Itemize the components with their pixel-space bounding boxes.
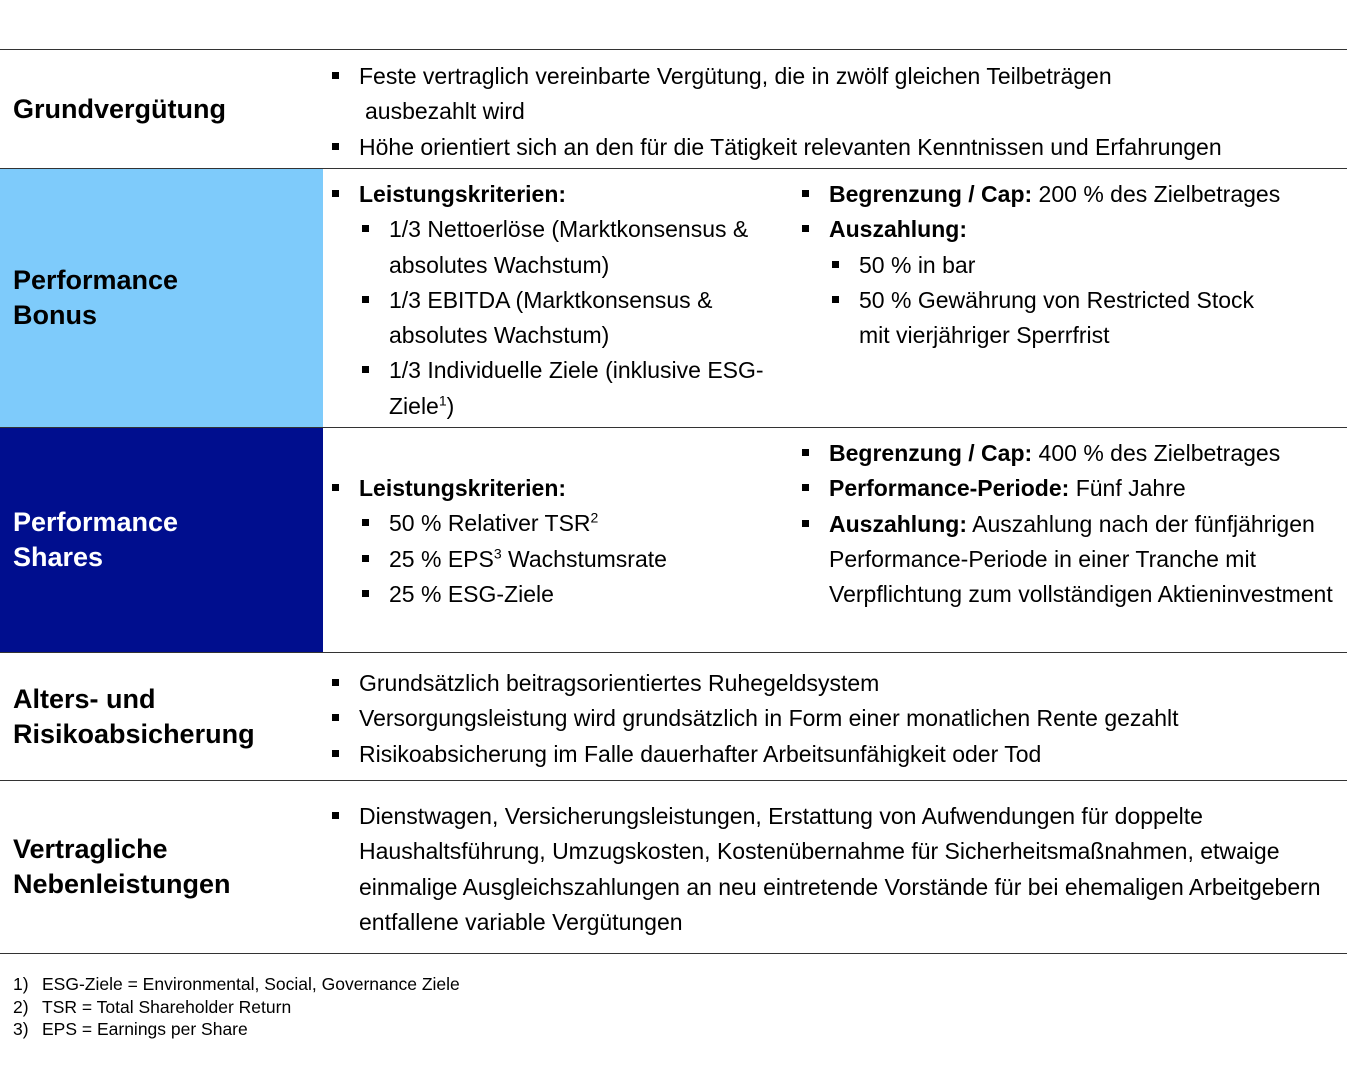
list-item: Leistungskriterien:	[323, 177, 793, 212]
label-text: Grundvergütung	[13, 93, 226, 124]
bonus-cap-list	[793, 177, 1333, 353]
row-performance-shares	[0, 428, 1347, 652]
list-item: Auszahlung: Auszahlung nach der fünfjährigen Performance-Periode in einer Tranche mit Verpflichtung zum vollständigen Aktieninvestment	[793, 507, 1339, 613]
label-line: Vertragliche	[13, 834, 168, 864]
row-content	[323, 781, 1347, 953]
list-item: Grundsätzlich beitragsorientiertes Ruhegeldsystem	[323, 666, 1343, 701]
list-item: 50 % Relativer TSR$^2$	[323, 506, 793, 541]
bonus-criteria-list	[323, 177, 793, 424]
label-line: Risikoabsicherung	[13, 718, 255, 749]
row-label-performance-bonus	[0, 169, 323, 427]
list-item: Risikoabsicherung im Falle dauerhafter Arbeitsunfähigkeit oder Tod	[323, 737, 1343, 772]
list-item: Dienstwagen, Versicherungsleistungen, Erstattung von Aufwendungen für doppelte Haushaltsführung, Umzugskosten, Kostenübernahme für Sicherheitsmaßnahmen, etwaige einmalige Ausgleichszahlungen an neu eintretende Vorstände für bei ehemaligen Arbeitgebern entfallene variable Vergütungen	[323, 799, 1345, 940]
row-content	[323, 428, 1347, 652]
list-item: Höhe orientiert sich an den für die Tätigkeit relevanten Kenntnissen und Erfahrungen	[323, 130, 1343, 165]
row-label-grundverguetung	[0, 50, 323, 168]
shares-cap-list	[793, 436, 1333, 612]
list-item: Feste vertraglich vereinbarte Vergütung, die in zwölf gleichen Teilbeträgen ausbezahlt wird	[323, 59, 1343, 130]
label-line: Alters- und	[13, 683, 156, 714]
row-alters-risikoabsicherung	[0, 653, 1347, 780]
row-label-nebenleistungen	[0, 781, 323, 953]
list-item: 1/3 Nettoerlöse (Marktkonsensus & absolutes Wachstum)	[323, 212, 793, 283]
bullet-list	[323, 59, 1343, 165]
label-line: Performance	[13, 507, 179, 537]
label-line: Nebenleistungen	[13, 869, 231, 899]
list-item: Leistungskriterien:	[323, 471, 793, 506]
list-item: 25 % ESG-Ziele	[323, 577, 793, 612]
row-content	[323, 50, 1347, 168]
shares-criteria-list	[323, 471, 793, 612]
footnote: 2) TSR = Total Shareholder Return	[13, 996, 292, 1017]
label-line: Shares	[13, 542, 104, 572]
list-item: Begrenzung / Cap: 400 % des Zielbetrages	[793, 436, 1333, 471]
label-line: Performance	[13, 265, 179, 295]
row-content	[323, 169, 1347, 427]
footnote: 3) EPS = Earnings per Share	[13, 1019, 248, 1039]
list-item: 1/3 Individuelle Ziele (inklusive ESG-Ziele$^1$)	[323, 353, 793, 424]
list-item: Auszahlung:	[793, 212, 1333, 247]
row-label-performance-shares	[0, 428, 323, 652]
row-grundverguetung	[0, 50, 1347, 168]
footnote: 1) ESG-Ziele = Environmental, Social, Governance Ziele	[13, 974, 460, 994]
bullet-list	[323, 666, 1343, 772]
row-nebenleistungen	[0, 781, 1347, 953]
row-performance-bonus	[0, 169, 1347, 427]
bullet-list	[323, 799, 1345, 940]
footnotes	[13, 973, 460, 1041]
footnote-ref: 3	[493, 544, 502, 561]
footnote-ref: 2	[590, 509, 599, 526]
table-bottom-rule	[0, 953, 1347, 954]
list-item: 1/3 EBITDA (Marktkonsensus & absolutes Wachstum)	[323, 283, 793, 354]
list-item: Versorgungsleistung wird grundsätzlich in Form einer monatlichen Rente gezahlt	[323, 701, 1343, 736]
list-item: 50 % Gewährung von Restricted Stock mit vierjähriger Sperrfrist	[793, 283, 1264, 354]
footnote-ref: 1	[438, 392, 447, 409]
row-content	[323, 653, 1347, 780]
list-item: 25 % EPS$^3$ Wachstumsrate	[323, 542, 793, 577]
label-line: Bonus	[13, 300, 97, 330]
list-item: 50 % in bar	[793, 248, 1333, 283]
list-item: Begrenzung / Cap: 200 % des Zielbetrages	[793, 177, 1333, 212]
row-label-alters	[0, 653, 323, 780]
list-item: Performance-Periode: Fünf Jahre	[793, 471, 1333, 506]
